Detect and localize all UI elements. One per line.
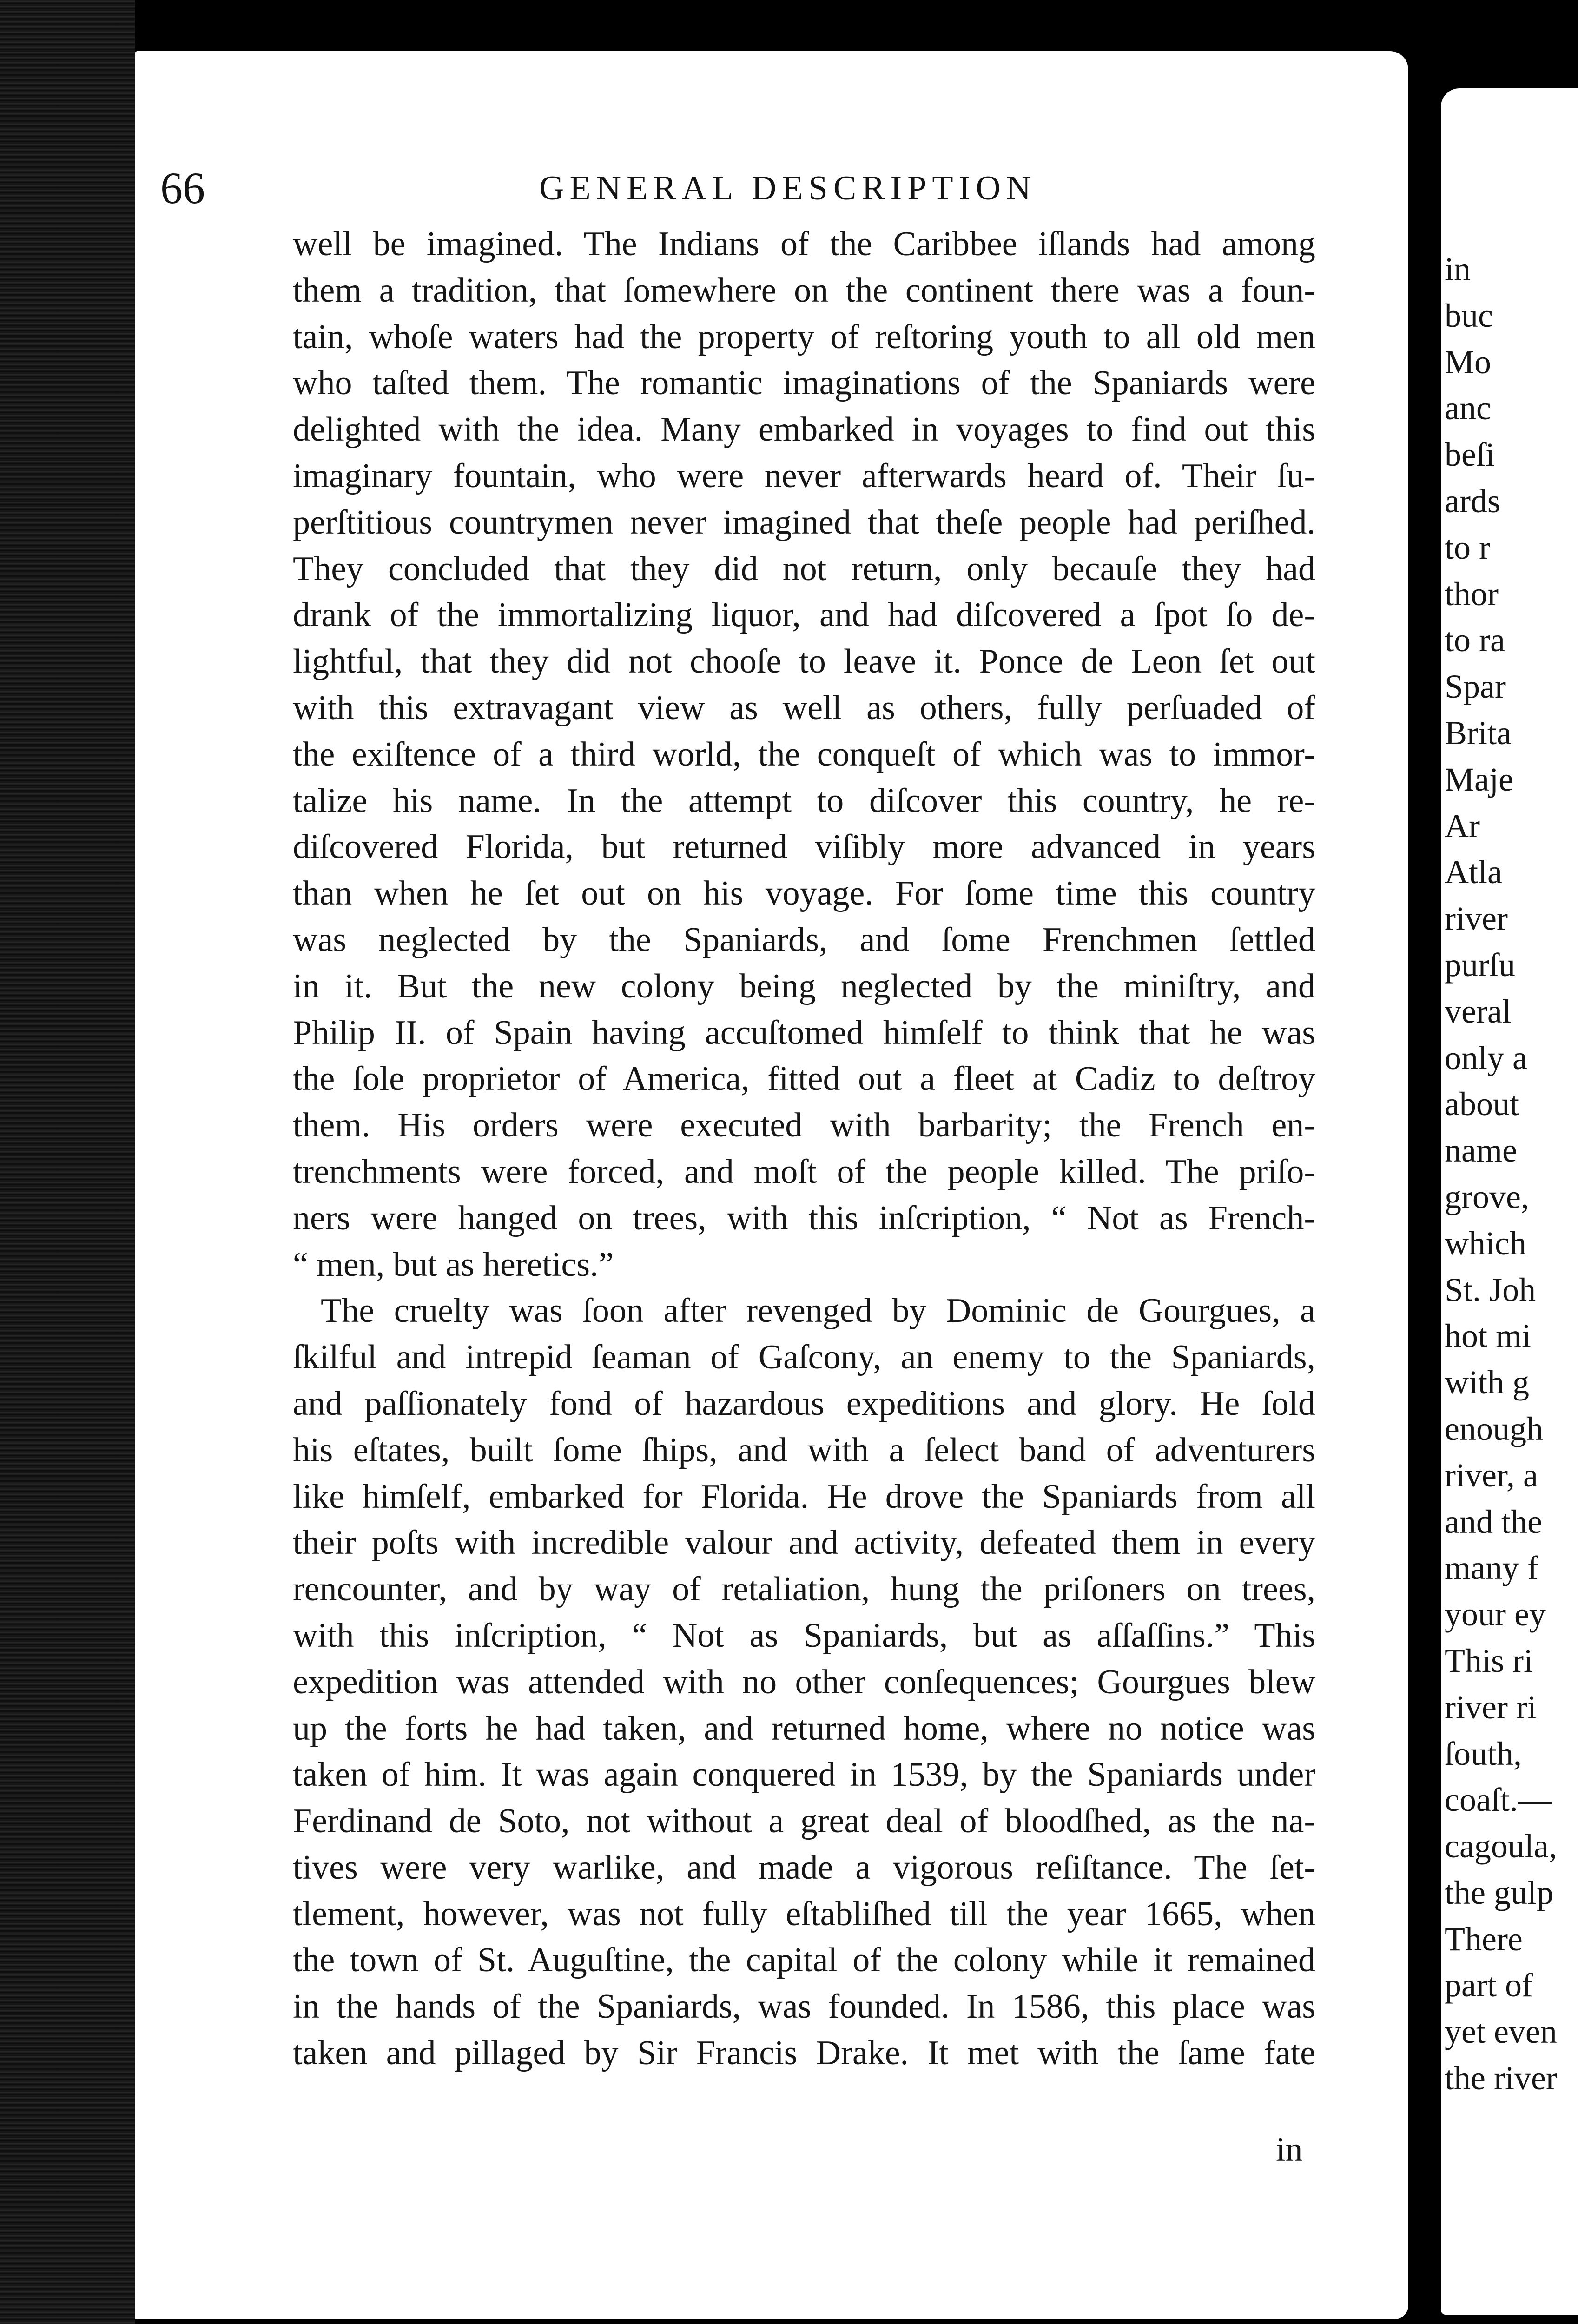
facing-line-fragment: about: [1445, 1085, 1519, 1123]
text-line: Ferdinand de Soto, not without a great deal of bloodſhed, as the na-: [293, 1802, 1315, 1841]
facing-line-fragment: veral: [1445, 992, 1512, 1030]
facing-line-fragment: to ra: [1445, 621, 1505, 659]
text-line: their poſts with incredible valour and activity, defeated them in every: [293, 1524, 1315, 1562]
facing-line-fragment: beſi: [1445, 436, 1495, 474]
paragraph-start-line: The cruelty was ſoon after revenged by Dominic de Gourgues, a: [321, 1292, 1315, 1330]
facing-line-fragment: part of: [1445, 1967, 1533, 2004]
facing-line-fragment: Ar: [1445, 807, 1480, 845]
facing-line-fragment: and the: [1445, 1503, 1542, 1540]
facing-line-fragment: There: [1445, 1920, 1523, 1958]
facing-line-fragment: enough: [1445, 1410, 1543, 1447]
text-line: trenchments were forced, and moſt of the people killed. The priſo-: [293, 1152, 1315, 1191]
text-line: the exiſtence of a third world, the conqueſt of which was to immor-: [293, 735, 1315, 773]
text-line: them a tradition, that ſomewhere on the continent there was a foun-: [293, 271, 1315, 310]
text-line: tain, whoſe waters had the property of reſtoring youth to all old men: [293, 317, 1315, 356]
text-line: in it. But the new colony being neglected by the miniſtry, and: [293, 967, 1315, 1005]
text-line: drank of the immortalizing liquor, and had diſcovered a ſpot ſo de-: [293, 596, 1315, 634]
facing-line-fragment: coaſt.—: [1445, 1781, 1552, 1819]
text-line: tlement, however, was not fully eſtabliſhed till the year 1665, when: [293, 1895, 1315, 1933]
text-line: the ſole proprietor of America, fitted out a fleet at Cadiz to deſtroy: [293, 1060, 1315, 1098]
body-text: [293, 221, 1315, 2077]
facing-line-fragment: buc: [1445, 297, 1493, 334]
page-number: 66: [160, 163, 205, 213]
text-line: delighted with the idea. Many embarked in voyages to find out this: [293, 410, 1315, 449]
facing-line-fragment: with g: [1445, 1364, 1530, 1401]
text-line: They concluded that they did not return, only becauſe they had: [293, 549, 1315, 588]
text-line: imaginary fountain, who were never afterwards heard of. Their ſu-: [293, 456, 1315, 495]
text-line: talize his name. In the attempt to diſcover this country, he re-: [293, 781, 1315, 820]
facing-line-fragment: many f: [1445, 1549, 1538, 1587]
facing-line-fragment: purſu: [1445, 946, 1515, 984]
text-line: with this extravagant view as well as others, fully perſuaded of: [293, 688, 1315, 727]
text-line: than when he ſet out on his voyage. For ſome time this country: [293, 874, 1315, 913]
facing-line-fragment: yet even: [1445, 2013, 1557, 2051]
facing-line-fragment: Brita: [1445, 714, 1512, 752]
facing-line-fragment: the river: [1445, 2060, 1557, 2097]
facing-line-fragment: ards: [1445, 482, 1500, 520]
facing-line-fragment: only a: [1445, 1039, 1527, 1076]
text-line: them. His orders were executed with barbarity; the French en-: [293, 1106, 1315, 1145]
facing-line-fragment: river ri: [1445, 1688, 1537, 1726]
paragraph-end-line: “ men, but as heretics.”: [293, 1245, 614, 1284]
facing-line-fragment: Maje: [1445, 760, 1513, 798]
book-binding-edge: [0, 0, 135, 2324]
text-line: ſkilful and intrepid ſeaman of Gaſcony, an enemy to the Spaniards,: [293, 1338, 1315, 1377]
text-line: in the hands of the Spaniards, was founded. In 1586, this place was: [293, 1987, 1315, 2026]
facing-line-fragment: name: [1445, 1132, 1517, 1169]
text-line: Philip II. of Spain having accuſtomed himſelf to think that he was: [293, 1013, 1315, 1052]
text-line: was neglected by the Spaniards, and ſome Frenchmen ſettled: [293, 920, 1315, 959]
facing-line-fragment: hot mi: [1445, 1317, 1532, 1355]
facing-line-fragment: anc: [1445, 390, 1491, 427]
text-line: expedition was attended with no other conſequences; Gourgues blew: [293, 1663, 1315, 1701]
text-line: taken of him. It was again conquered in 1539, by the Spaniards under: [293, 1756, 1315, 1794]
facing-line-fragment: thor: [1445, 575, 1499, 613]
text-line: lightful, that they did not chooſe to leave it. Ponce de Leon ſet out: [293, 642, 1315, 681]
facing-line-fragment: river: [1445, 900, 1508, 938]
facing-line-fragment: grove,: [1445, 1178, 1529, 1215]
text-line: taken and pillaged by Sir Francis Drake. It met with the ſame fate: [293, 2034, 1315, 2073]
facing-line-fragment: Mo: [1445, 343, 1492, 381]
text-line: who taſted them. The romantic imaginations of the Spaniards were: [293, 364, 1315, 403]
facing-line-fragment: Atla: [1445, 853, 1502, 891]
facing-line-fragment: the gulp: [1445, 1874, 1553, 1911]
text-line: perſtitious countrymen never imagined that theſe people had periſhed.: [293, 503, 1315, 541]
facing-page-text: [1445, 246, 1578, 2102]
text-line: diſcovered Florida, but returned viſibly more advanced in years: [293, 828, 1315, 866]
facing-line-fragment: in: [1445, 251, 1471, 288]
facing-line-fragment: which: [1445, 1224, 1526, 1262]
text-line: and paſſionately fond of hazardous expeditions and glory. He ſold: [293, 1384, 1315, 1423]
text-line: ners were hanged on trees, with this inſcription, “ Not as French-: [293, 1199, 1315, 1237]
text-line: well be imagined. The Indians of the Caribbee iſlands had among: [293, 225, 1315, 263]
facing-line-fragment: ſouth,: [1445, 1735, 1522, 1772]
text-line: his eſtates, built ſome ſhips, and with a ſelect band of adventurers: [293, 1431, 1315, 1469]
text-line: the town of St. Auguſtine, the capital of the colony while it remained: [293, 1941, 1315, 1980]
facing-line-fragment: your ey: [1445, 1596, 1546, 1633]
text-line: rencounter, and by way of retaliation, hung the priſoners on trees,: [293, 1570, 1315, 1609]
text-line: tives were very warlike, and made a vigorous reſiſtance. The ſet-: [293, 1848, 1315, 1887]
facing-line-fragment: to r: [1445, 528, 1490, 566]
facing-line-fragment: cagoula,: [1445, 1828, 1557, 1865]
running-head: [160, 156, 1299, 221]
text-line: with this inſcription, “ Not as Spaniards, but as aſſaſſins.” This: [293, 1616, 1315, 1655]
facing-line-fragment: Spar: [1445, 668, 1506, 706]
page-title: GENERAL DESCRIPTION: [539, 169, 1037, 207]
text-line: like himſelf, embarked for Florida. He drove the Spaniards from all: [293, 1477, 1315, 1516]
facing-line-fragment: This ri: [1445, 1642, 1533, 1679]
facing-line-fragment: St. Joh: [1445, 1271, 1536, 1308]
facing-line-fragment: river, a: [1445, 1456, 1538, 1494]
catchword: in: [1276, 2131, 1303, 2169]
text-line: up the forts he had taken, and returned home, where no notice was: [293, 1709, 1315, 1748]
